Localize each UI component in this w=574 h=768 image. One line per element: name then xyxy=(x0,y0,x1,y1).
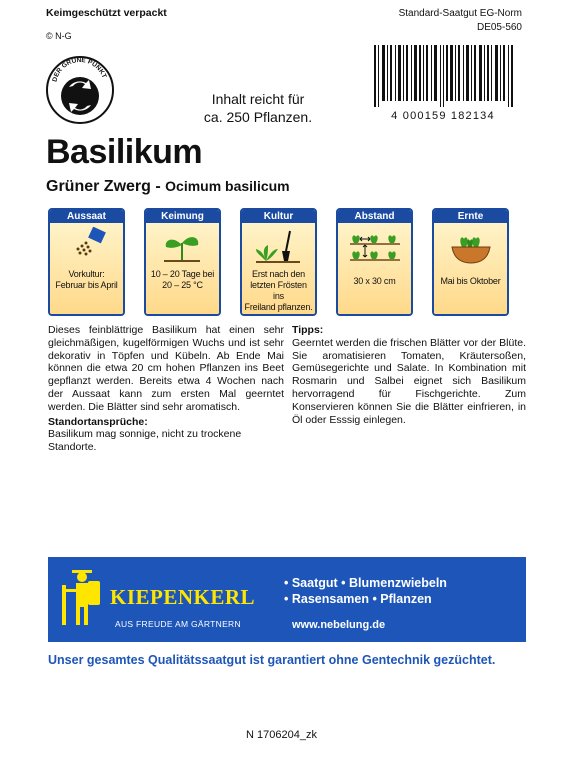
logo-text: DER GRÜNE PUNKT xyxy=(51,56,108,83)
brand-url: www.nebelung.de xyxy=(292,619,386,631)
brand-name: KIEPENKERL xyxy=(110,585,256,609)
content-amount xyxy=(198,90,318,126)
variety-name: Grüner Zwerg - xyxy=(46,178,161,195)
step-label: Keimung xyxy=(146,210,219,223)
step-text xyxy=(340,276,409,287)
brand-product-line: • Saatgut • Blumenzwiebeln xyxy=(284,576,447,590)
gruener-punkt-logo-icon xyxy=(46,56,114,124)
tips-column xyxy=(292,324,526,426)
step-aussaat xyxy=(48,208,125,316)
step-text-line: 20 – 25 °C xyxy=(162,280,203,290)
barcode-number: 4 000159 182134 xyxy=(391,110,495,122)
step-text-line: 10 – 20 Tage bei xyxy=(150,269,215,279)
harvest-bowl-icon xyxy=(444,227,497,267)
barcode xyxy=(368,45,518,120)
step-abstand xyxy=(336,208,413,316)
brand-product-line: • Rasensamen • Pflanzen xyxy=(284,592,432,606)
step-text-line: 30 x 30 cm xyxy=(353,276,396,286)
content-amount-line2: ca. 250 Pflanzen. xyxy=(203,109,313,125)
step-text-line: Freiland pflanzen. xyxy=(244,302,313,312)
tips-text: Geerntet werden die frischen Blätter vor der Blüte. Sie aromatisieren Tomaten, Kräutersoßen, Gemüsegerichte und Salate. In Kombination mit Rosmarin und Salbei eignet sich Basilikum hervorragend für Fischgerichte. Zum Konservieren können Sie die Blätter einfrieren, in Öl oder Esssig einlegen. xyxy=(292,336,526,426)
step-text-line: letzten Frösten ins xyxy=(250,280,307,301)
packaging-label: Keimgeschützt verpackt xyxy=(46,7,167,19)
product-code: DE05-560 xyxy=(476,22,522,33)
step-ernte xyxy=(432,208,509,316)
seed-packet-icon xyxy=(60,227,113,267)
standard-label: Standard-Saatgut EG-Norm xyxy=(398,8,522,19)
brand-product-list xyxy=(284,575,447,607)
step-kultur xyxy=(240,208,317,316)
description-text: Dieses feinblättrige Basilikum hat einen sehr gleichmäßigen, kugelförmigen Wuchs und ist sehr dekorativ in Töpfen und Kübeln. Ab Ende Mai können die etwa 20 cm hohen Pflanzen ins Beet gepflanzt werden. Bereits etwa 4 Wochen nach der Aussaat kann zum ersten Mal geerntet werden. Die Blätter sind sehr aromatisch. xyxy=(48,324,284,413)
copyright-label: © N-G xyxy=(46,31,72,41)
spacing-icon xyxy=(342,227,407,267)
product-subtitle xyxy=(46,178,290,196)
step-label: Ernte xyxy=(434,210,507,223)
step-label: Aussaat xyxy=(50,210,123,223)
standard-info xyxy=(399,7,522,35)
location-text: Basilikum mag sonnige, nicht zu trockene Standorte. xyxy=(48,428,242,454)
step-text xyxy=(436,276,505,287)
footer-code: N 1706204_zk xyxy=(246,729,317,741)
spade-plant-icon xyxy=(252,227,305,267)
step-text xyxy=(52,269,121,291)
step-text-line: Mai bis Oktober xyxy=(440,276,501,286)
step-text-line: Erst nach den xyxy=(252,269,305,279)
location-title: Standortansprüche: xyxy=(48,415,148,428)
brand-slogan: AUS FREUDE AM GÄRTNERN xyxy=(115,619,241,629)
step-text xyxy=(244,269,313,313)
latin-name: Ocimum basilicum xyxy=(165,178,290,194)
description-column xyxy=(48,324,284,454)
kiepenkerl-figure-icon xyxy=(58,567,110,627)
tips-title: Tipps: xyxy=(292,324,324,336)
seedling-icon xyxy=(156,227,209,267)
step-text-line: Vorkultur: xyxy=(68,269,105,279)
step-keimung xyxy=(144,208,221,316)
brand-banner xyxy=(48,557,526,642)
gentech-notice: Unser gesamtes Qualitätssaatgut ist garantiert ohne Gentechnik gezüchtet. xyxy=(48,653,496,667)
barcode-bars-icon xyxy=(368,45,518,107)
step-label: Kultur xyxy=(242,210,315,223)
product-title: Basilikum xyxy=(46,133,203,171)
step-label: Abstand xyxy=(338,210,411,223)
step-text-line: Februar bis April xyxy=(55,280,118,290)
step-text xyxy=(148,269,217,291)
content-amount-line1: Inhalt reicht für xyxy=(211,91,305,107)
